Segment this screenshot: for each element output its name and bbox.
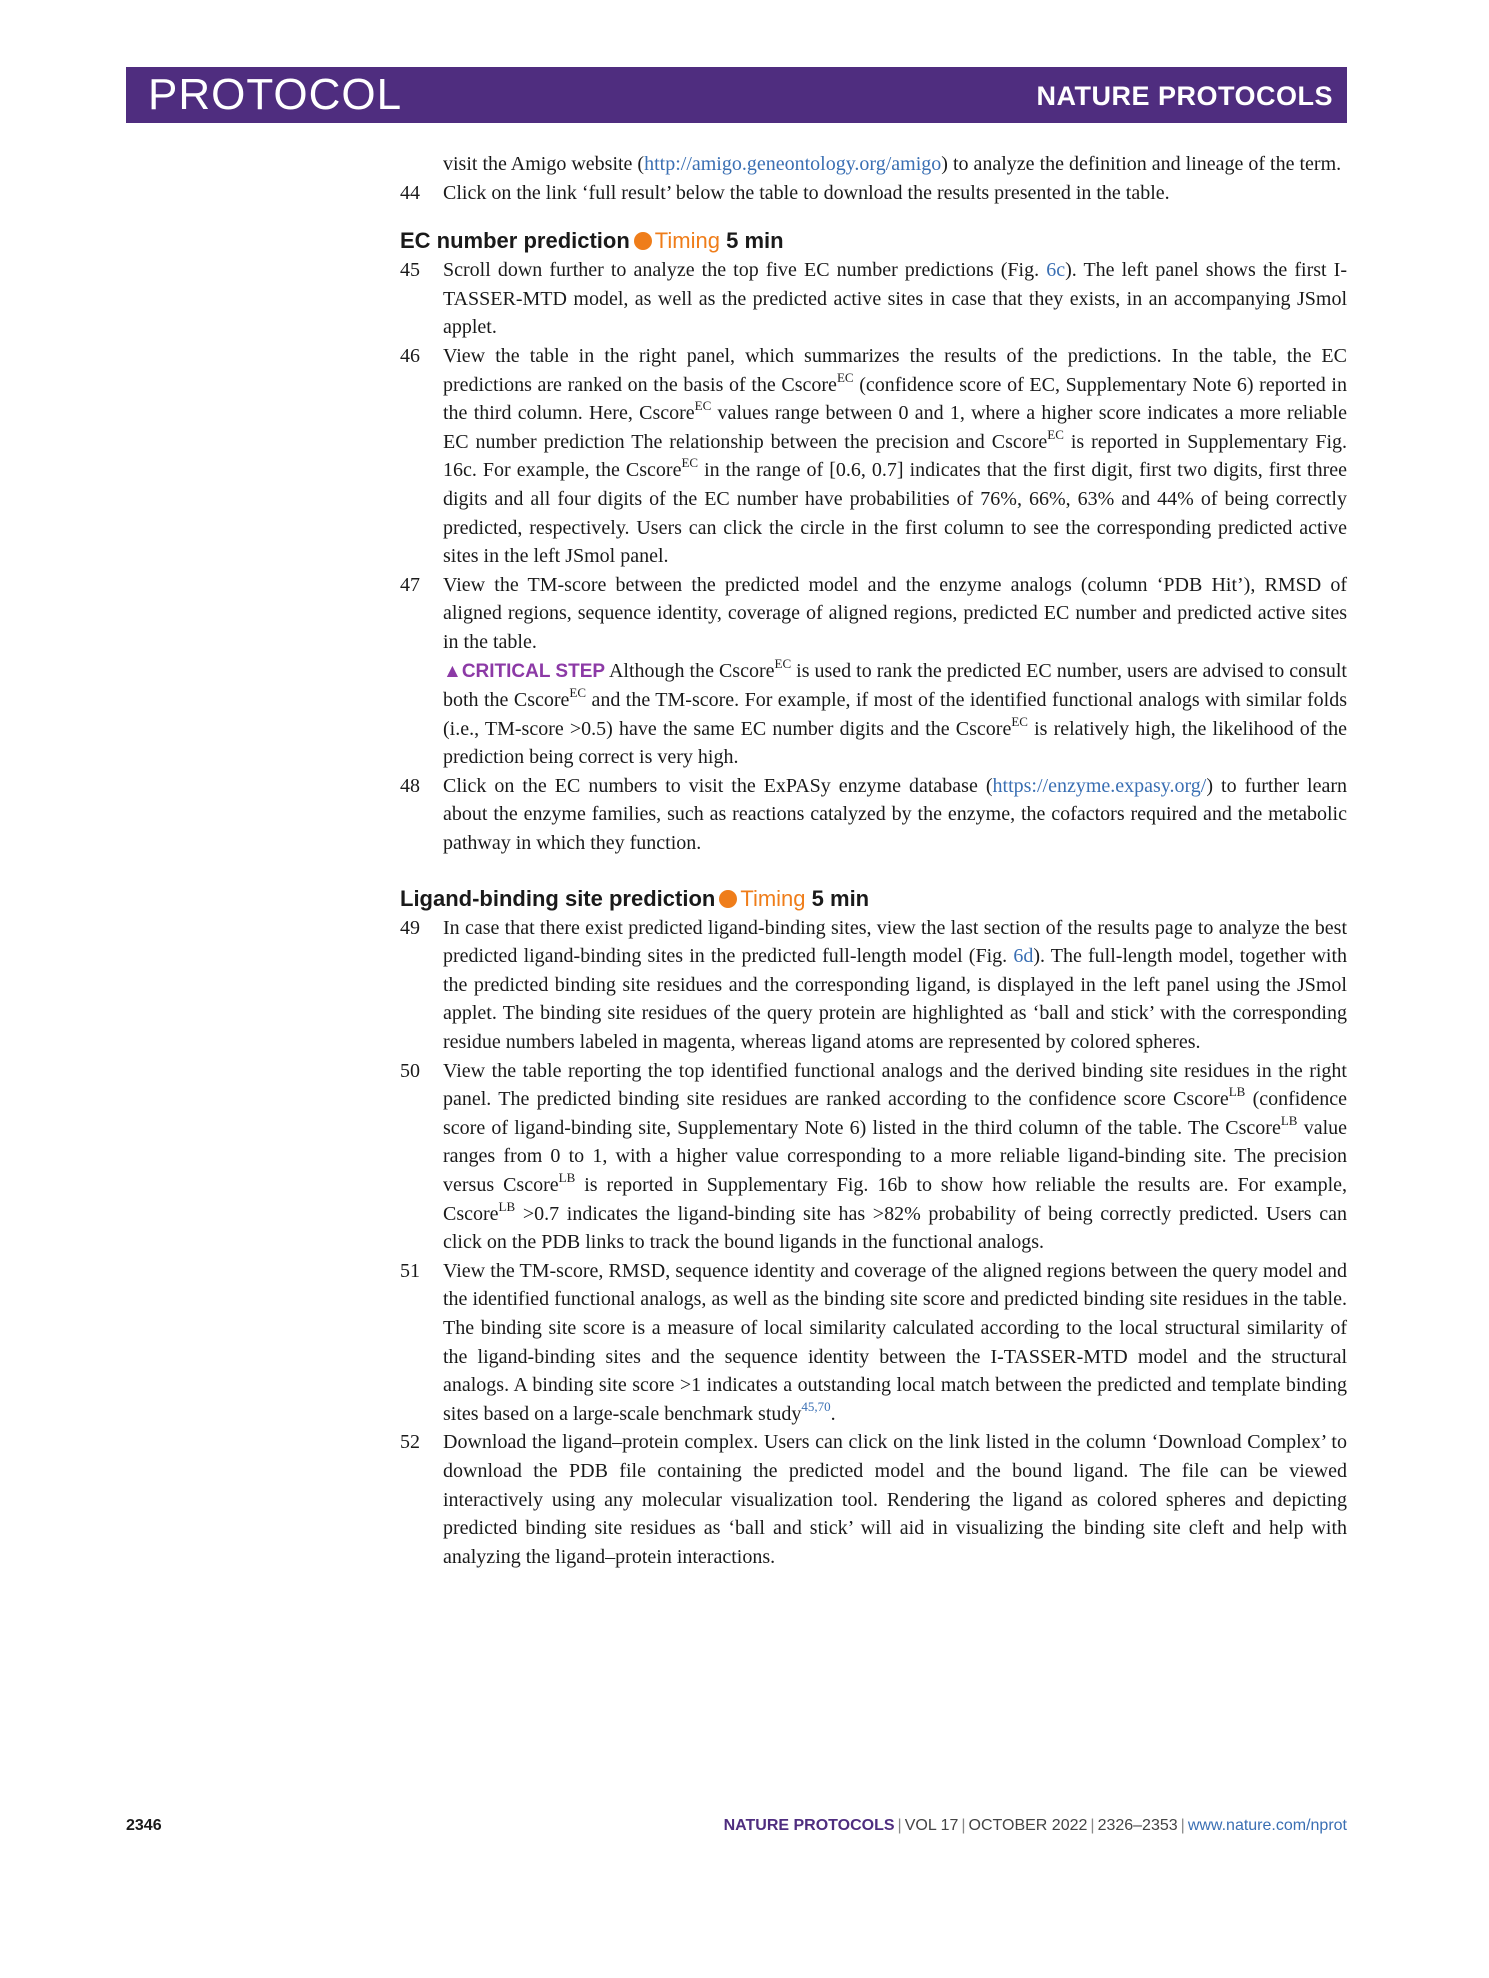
intro-paragraph — [400, 150, 1347, 179]
step-text: (confidence score of ligand-binding site, Supplementary Note 6) listed in the third column of the table. The Cscore — [443, 1088, 1347, 1139]
critical-text: is relatively high, the likelihood of the prediction being correct is very high. — [443, 717, 1347, 769]
step-text: View the TM-score, RMSD, sequence identity and coverage of the aligned regions between the query model and the identified functional analogs, as well as the binding site score and predicted binding site residues in the table. The binding site score is a measure of local similarity calculated according to the local structural similarity of the ligand-binding sites and the sequence identity between the I-TASSER-MTD model and the structural analogs. A binding site score >1 indicates a outstanding local match between the predicted and template binding sites based on a large-scale benchmark study — [443, 1259, 1347, 1425]
step-text: value ranges from 0 to 1, with a higher value corresponding to a more reliable ligand-binding site. The precision versus Cscore — [443, 1116, 1347, 1196]
superscript: LB — [1280, 1112, 1298, 1128]
step-46 — [400, 342, 1347, 571]
journal-label: NATURE PROTOCOLS — [1036, 81, 1333, 111]
footer-journal: NATURE PROTOCOLS — [723, 1817, 895, 1834]
step-49 — [400, 914, 1347, 1057]
intro-text: visit the Amigo website ( — [443, 153, 645, 175]
critical-step-label: ▲CRITICAL STEP — [443, 660, 606, 682]
section-title: Ligand-binding site prediction — [400, 885, 716, 911]
superscript: EC — [681, 455, 699, 471]
superscript: EC — [1047, 426, 1064, 442]
timing-value: 5 min — [726, 228, 784, 254]
critical-text: is used to rank the predicted EC number, users are advised to consult both the Cscore — [443, 659, 1347, 712]
step-text: >0.7 indicates the ligand-binding site has >82% probability of being correctly predicted. Users can click on the PDB links to track the bound ligands in the functional analogs. — [443, 1202, 1347, 1254]
step-text: (confidence score of EC, Supplementary Note 6) reported in the third column. Here, Cscore — [443, 373, 1347, 425]
step-number: 51 — [400, 1259, 420, 1282]
reference-link[interactable]: 45,70 — [801, 1398, 831, 1414]
step-text-end: ). The full-length model, together with the predicted binding site residues and the corresponding ligand, is displayed in the left panel using the JSmol applet. The binding site residues of the query protein are highlighted as ‘ball and stick’ with the corresponding residue numbers labeled in magenta, whereas ligand atoms are represented by colored spheres. — [443, 945, 1348, 1054]
step-text-end: ). The left panel shows the first I-TASSER-MTD model, as well as the predicted active sites in case that they exists, in an accompanying JSmol applet. — [443, 259, 1347, 339]
timing-value: 5 min — [811, 885, 870, 911]
timing-label: Timing — [740, 885, 806, 911]
step-text-end: . — [830, 1402, 836, 1425]
step-text: Scroll down further to analyze the top five EC number predictions (Fig. — [443, 259, 1047, 282]
figure-link[interactable]: 6d — [1013, 945, 1034, 968]
superscript: EC — [1011, 713, 1028, 729]
timing-dot-icon — [634, 232, 652, 250]
step-number: 46 — [400, 344, 420, 367]
step-44 — [400, 179, 1347, 208]
step-text: Click on the link ‘full result’ below the table to download the results presented in the table. — [443, 181, 1170, 204]
superscript: EC — [774, 655, 792, 671]
step-number: 48 — [400, 774, 420, 797]
step-text: is reported in Supplementary Fig. 16c. For example, the Cscore — [443, 430, 1347, 482]
citation-line: NATURE PROTOCOLS | VOL 17 | OCTOBER 2022 | 2326–2353 | www.nature.com/nprot — [723, 1817, 1347, 1834]
section-title: EC number prediction — [400, 228, 630, 254]
step-text: is reported in Supplementary Fig. 16b to show how reliable the results are. For example, Cscore — [443, 1174, 1347, 1225]
step-number: 49 — [400, 916, 420, 939]
superscript: EC — [836, 369, 854, 385]
step-text-end: ) to further learn about the enzyme families, such as reactions catalyzed by the enzyme, the cofactors required and the metabolic pathway in which they function. — [443, 774, 1348, 855]
page-footer — [126, 1817, 1347, 1841]
step-51 — [400, 1257, 1347, 1429]
page-number: 2346 — [126, 1817, 162, 1834]
figure-link[interactable]: 6c — [1046, 259, 1066, 282]
step-number: 52 — [400, 1431, 420, 1454]
step-number: 44 — [400, 181, 420, 204]
intro-text-end: ) to analyze the definition and lineage of the term. — [941, 153, 1342, 175]
footer-url-link[interactable]: www.nature.com/nprot — [1187, 1817, 1347, 1834]
timing-dot-icon — [719, 890, 737, 908]
step-45 — [400, 256, 1347, 342]
step-text: values range between 0 and 1, where a higher score indicates a more reliable EC number prediction The relationship between the precision and Cscore — [443, 402, 1347, 453]
superscript: EC — [569, 685, 587, 701]
step-number: 50 — [400, 1059, 420, 1082]
step-text: View the TM-score between the predicted model and the enzyme analogs (column ‘PDB Hit’), RMSD of aligned regions, sequence identity, coverage of aligned regions, predicted EC number and predicted active sites in the table. — [443, 573, 1347, 653]
step-text: Click on the EC numbers to visit the ExPASy enzyme database ( — [443, 774, 993, 797]
footer-pages: 2326–2353 — [1097, 1817, 1178, 1834]
step-52 — [400, 1428, 1347, 1571]
ec-section-heading — [400, 226, 1347, 256]
step-text: In case that there exist predicted ligand-binding sites, view the last section of the results page to analyze the best predicted ligand-binding sites in the predicted full-length model (Fig. — [443, 916, 1347, 968]
step-text: in the range of [0.6, 0.7] indicates that the first digit, first two digits, first three digits and all four digits of the EC number have probabilities of 76%, 66%, 63% and 44% of being correctly predicted, respectively. Users can click the circle in the first column to see the corresponding predicted active sites in the left JSmol panel. — [443, 459, 1348, 568]
critical-text: and the TM-score. For example, if most of the identified functional analogs with similar folds (i.e., TM-score >0.5) have the same EC number digits and the Cscore — [443, 689, 1348, 740]
step-text: View the table in the right panel, which summarizes the results of the predictions. In the table, the EC predictions are ranked on the basis of the Cscore — [443, 344, 1347, 396]
superscript: EC — [694, 398, 712, 414]
critical-step — [400, 657, 1347, 772]
amigo-link[interactable]: http://amigo.geneontology.org/amigo — [644, 153, 942, 175]
section-label: PROTOCOL — [148, 70, 403, 119]
superscript: LB — [498, 1198, 516, 1214]
step-50 — [400, 1057, 1347, 1257]
step-number: 45 — [400, 259, 420, 282]
step-48 — [400, 772, 1347, 858]
step-text: Download the ligand–protein complex. Users can click on the link listed in the column ‘Download Complex’ to download the PDB file containing the predicted model and the bound ligand. The file can be viewed interactively using any molecular visualization tool. Rendering the ligand as colored spheres and depicting predicted binding site residues as ‘ball and stick’ will aid in visualizing the binding site cleft and help with analyzing the ligand–protein interactions. — [443, 1431, 1347, 1568]
timing-label: Timing — [654, 228, 720, 254]
superscript: LB — [558, 1170, 576, 1185]
step-47 — [400, 571, 1347, 657]
main-content — [400, 150, 1347, 1571]
footer-date: OCTOBER 2022 — [968, 1817, 1088, 1834]
step-number: 47 — [400, 573, 420, 596]
critical-text: Although the Cscore — [605, 659, 775, 682]
footer-volume: VOL 17 — [904, 1817, 959, 1834]
step-text: View the table reporting the top identified functional analogs and the derived binding site residues in the right panel. The predicted binding site residues are ranked according to the confidence score Cscore — [443, 1059, 1347, 1111]
header-banner — [126, 67, 1347, 123]
ligand-section-heading — [400, 884, 1347, 914]
expasy-link[interactable]: https://enzyme.expasy.org/ — [992, 774, 1207, 797]
superscript: LB — [1228, 1084, 1246, 1100]
